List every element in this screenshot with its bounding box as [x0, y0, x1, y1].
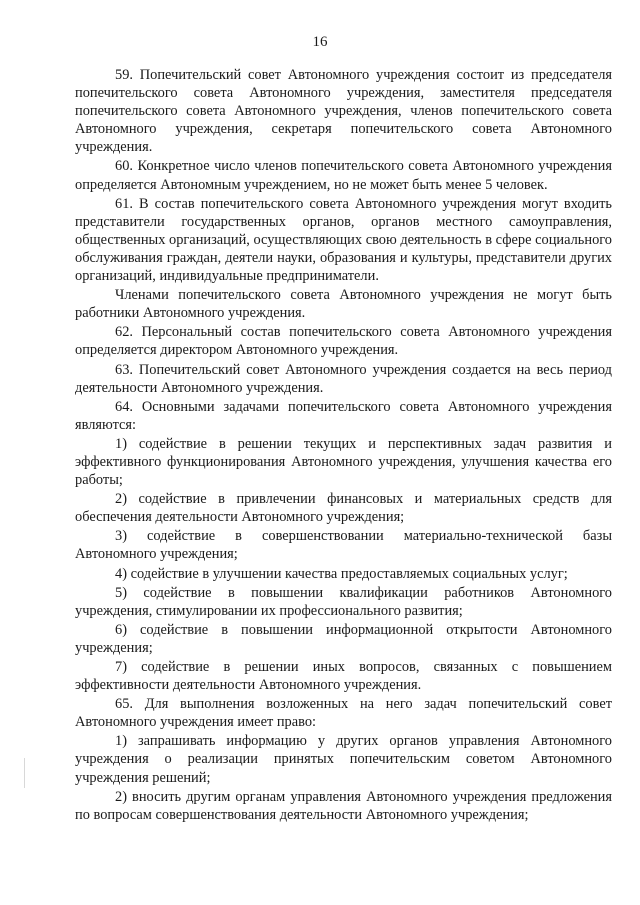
paragraph-63: 63. Попечительский совет Автономного учреждения создается на весь период деятельности Автономного учреждения. [75, 361, 612, 396]
list-item-64-3: 3) содействие в совершенствовании материально-технической базы Автономного учреждения; [75, 528, 612, 563]
list-item-65-1: 1) запрашивать информацию у других органов управления Автономного учреждения о реализации принятых попечительским советом Автономного учреждения решений; [75, 733, 612, 786]
scan-margin-mark [24, 758, 25, 788]
paragraph-65: 65. Для выполнения возложенных на него задач попечительский совет Автономного учреждения имеет право: [75, 696, 612, 731]
list-item-64-5: 5) содействие в повышении квалификации работников Автономного учреждения, стимулировании их профессионального развития; [75, 584, 612, 619]
paragraph-59: 59. Попечительский совет Автономного учреждения состоит из председателя попечительского совета Автономного учреждения, заместителя председателя попечительского совета Автономного учреждения, членов попечительского совета Автономного учреждения, секретаря попечительского совета Автономного учреждения. [75, 67, 612, 156]
list-item-64-7: 7) содействие в решении иных вопросов, связанных с повышением эффективности деятельности Автономного учреждения. [75, 659, 612, 694]
paragraph-62: 62. Персональный состав попечительского совета Автономного учреждения определяется директором Автономного учреждения. [75, 324, 612, 359]
list-item-64-6: 6) содействие в повышении информационной открытости Автономного учреждения; [75, 621, 612, 656]
list-item-65-2: 2) вносить другим органам управления Автономного учреждения предложения по вопросам совершенствования деятельности Автономного учреждения; [75, 788, 612, 823]
page-number: 16 [312, 34, 328, 50]
list-item-64-4: 4) содействие в улучшении качества предоставляемых социальных услуг; [115, 565, 568, 582]
paragraph-61-note: Членами попечительского совета Автономного учреждения не могут быть работники Автономного учреждения. [75, 287, 612, 322]
paragraph-61: 61. В состав попечительского совета Автономного учреждения могут входить представители государственных органов, органов местного самоуправления, общественных организаций, осуществляющих свою деятельность в сфере социального обслуживания граждан, деятели науки, образования и культуры, представители других организаций, индивидуальные предприниматели. [75, 195, 612, 285]
document-body [75, 66, 612, 825]
paragraph-64: 64. Основными задачами попечительского совета Автономного учреждения являются: [75, 398, 612, 433]
list-item-64-1: 1) содействие в решении текущих и перспективных задач развития и эффективного функционирования Автономного учреждения, улучшения качества его работы; [75, 435, 612, 489]
paragraph-60: 60. Конкретное число членов попечительского совета Автономного учреждения определяется Автономным учреждением, но не может быть менее 5 человек. [75, 158, 612, 193]
list-item-64-2: 2) содействие в привлечении финансовых и материальных средств для обеспечения деятельности Автономного учреждения; [75, 491, 612, 526]
